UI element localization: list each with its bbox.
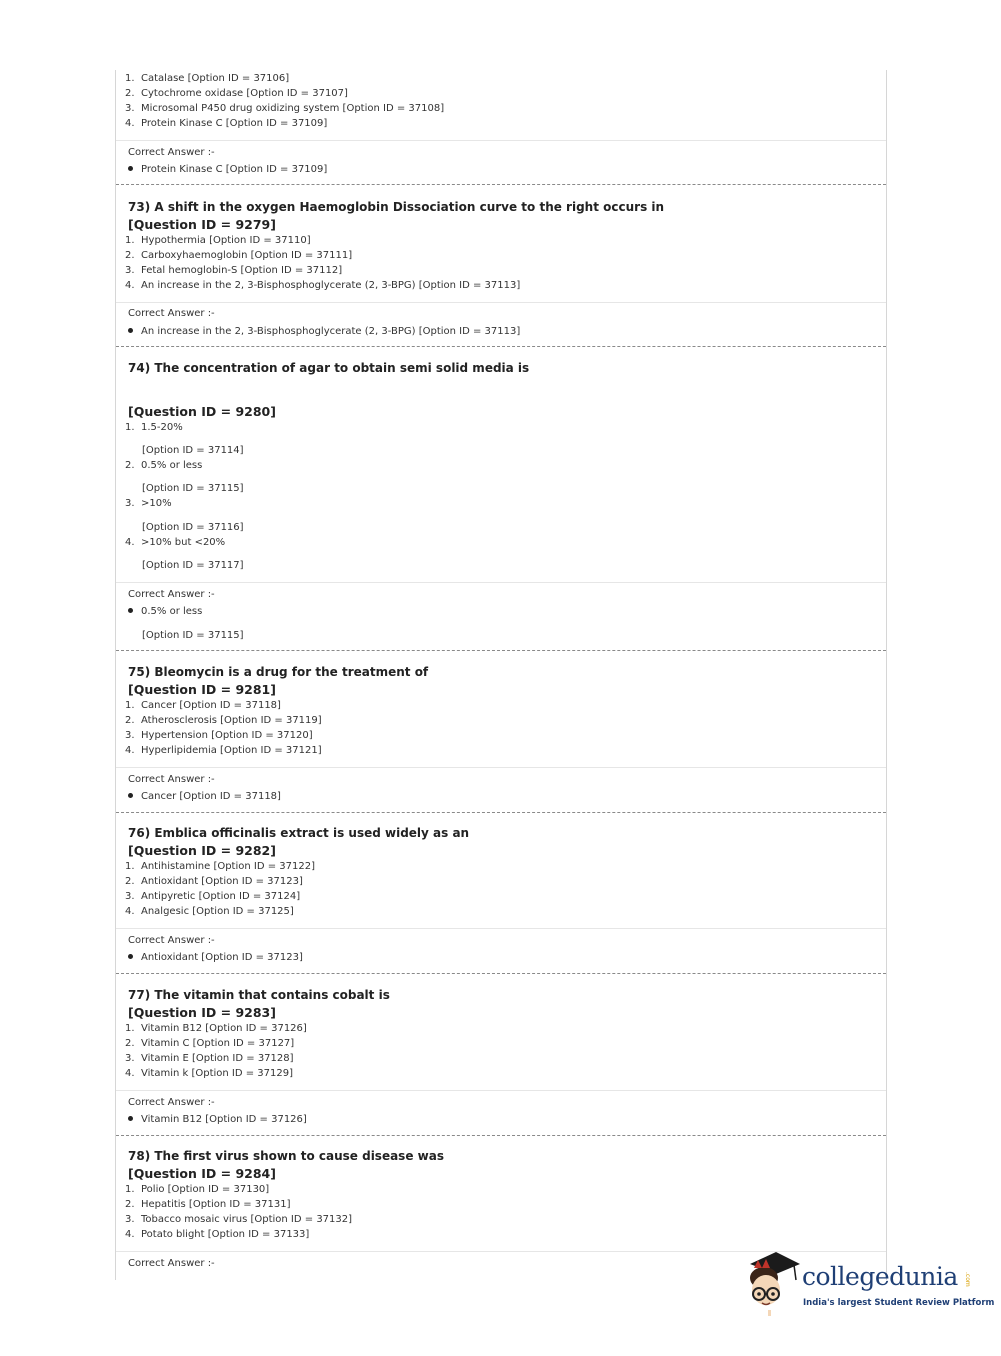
bullet-icon xyxy=(128,328,133,333)
question-title: 75) Bleomycin is a drug for the treatment of xyxy=(128,665,429,679)
option-2: 2. Atherosclerosis [Option ID = 37119] xyxy=(125,715,322,726)
option-3: 3. Hypertension [Option ID = 37120] xyxy=(125,730,313,741)
question-title: 76) Emblica officinalis extract is used widely as an xyxy=(128,826,470,840)
option-2: 2. Hepatitis [Option ID = 37131] xyxy=(125,1199,291,1210)
logo-suffix: .com xyxy=(964,1272,971,1287)
correct-answer: Protein Kinase C [Option ID = 37109] xyxy=(128,164,327,175)
option-4: 4. Vitamin k [Option ID = 37129] xyxy=(125,1068,294,1079)
question-id: [Question ID = 9284] xyxy=(128,1166,276,1181)
divider xyxy=(116,928,886,929)
bullet-icon xyxy=(128,1116,133,1121)
option-4: 4. Hyperlipidemia [Option ID = 37121] xyxy=(125,745,322,756)
bullet-icon xyxy=(128,608,133,613)
divider xyxy=(116,767,886,768)
option-1: 1. Catalase [Option ID = 37106] xyxy=(125,73,290,84)
correct-answer-label: Correct Answer :- xyxy=(128,308,215,319)
correct-answer-label: Correct Answer :- xyxy=(128,1258,215,1269)
correct-answer-label: Correct Answer :- xyxy=(128,935,215,946)
question-title: 78) The first virus shown to cause disease was xyxy=(128,1149,444,1163)
correct-answer-label: Correct Answer :- xyxy=(128,774,215,785)
option-4: 4. >10% but <20% xyxy=(125,537,226,548)
bullet-icon xyxy=(128,166,133,171)
correct-answer: Cancer [Option ID = 37118] xyxy=(128,791,281,802)
question-id: [Question ID = 9279] xyxy=(128,217,276,232)
option-1: 1. 1.5-20% xyxy=(125,422,183,433)
option-4: 4. Potato blight [Option ID = 37133] xyxy=(125,1229,310,1240)
option-2-id: [Option ID = 37115] xyxy=(142,483,244,494)
option-4: 4. Protein Kinase C [Option ID = 37109] xyxy=(125,118,328,129)
option-2: 2. Cytochrome oxidase [Option ID = 37107] xyxy=(125,88,348,99)
question-separator xyxy=(116,650,886,651)
divider xyxy=(116,582,886,583)
correct-answer: An increase in the 2, 3-Bisphosphoglycerate (2, 3-BPG) [Option ID = 37113] xyxy=(128,326,520,337)
option-4-id: [Option ID = 37117] xyxy=(142,560,244,571)
question-id: [Question ID = 9282] xyxy=(128,843,276,858)
correct-answer-id: [Option ID = 37115] xyxy=(142,630,244,641)
question-separator xyxy=(116,1135,886,1136)
option-2: 2. Antioxidant [Option ID = 37123] xyxy=(125,876,303,887)
question-id: [Question ID = 9280] xyxy=(128,404,276,419)
option-3: 3. Tobacco mosaic virus [Option ID = 37132] xyxy=(125,1214,353,1225)
collegedunia-logo[interactable] xyxy=(742,1250,995,1320)
correct-answer-label: Correct Answer :- xyxy=(128,589,215,600)
question-title: 77) The vitamin that contains cobalt is xyxy=(128,988,390,1002)
question-separator xyxy=(116,812,886,813)
logo-tagline: India's largest Student Review Platform xyxy=(803,1298,995,1308)
option-1: 1. Polio [Option ID = 37130] xyxy=(125,1184,270,1195)
question-separator xyxy=(116,973,886,974)
question-id: [Question ID = 9283] xyxy=(128,1005,276,1020)
question-title: 74) The concentration of agar to obtain semi solid media is xyxy=(128,361,530,375)
question-title: 73) A shift in the oxygen Haemoglobin Dissociation curve to the right occurs in xyxy=(128,200,665,214)
question-separator xyxy=(116,184,886,185)
correct-answer: Antioxidant [Option ID = 37123] xyxy=(128,952,303,963)
divider xyxy=(116,1090,886,1091)
option-4: 4. An increase in the 2, 3-Bisphosphoglycerate (2, 3-BPG) [Option ID = 37113] xyxy=(125,280,521,291)
divider xyxy=(116,302,886,303)
option-3-id: [Option ID = 37116] xyxy=(142,522,244,533)
correct-answer: 0.5% or less xyxy=(128,606,202,617)
option-1: 1. Cancer [Option ID = 37118] xyxy=(125,700,281,711)
logo-wordmark: collegedunia xyxy=(802,1262,958,1291)
correct-answer-label: Correct Answer :- xyxy=(128,147,215,158)
option-2: 2. 0.5% or less xyxy=(125,460,203,471)
option-3: 3. Microsomal P450 drug oxidizing system [Option ID = 37108] xyxy=(125,103,445,114)
question-id: [Question ID = 9281] xyxy=(128,682,276,697)
option-1: 1. Antihistamine [Option ID = 37122] xyxy=(125,861,315,872)
bullet-icon xyxy=(128,793,133,798)
option-1-id: [Option ID = 37114] xyxy=(142,445,244,456)
option-3: 3. Vitamin E [Option ID = 37128] xyxy=(125,1053,294,1064)
option-3: 3. Fetal hemoglobin-S [Option ID = 37112] xyxy=(125,265,343,276)
correct-answer: Vitamin B12 [Option ID = 37126] xyxy=(128,1114,307,1125)
correct-answer-label: Correct Answer :- xyxy=(128,1097,215,1108)
question-paper xyxy=(115,70,887,1280)
question-separator xyxy=(116,346,886,347)
option-4: 4. Analgesic [Option ID = 37125] xyxy=(125,906,294,917)
option-2: 2. Carboxyhaemoglobin [Option ID = 37111] xyxy=(125,250,353,261)
option-3: 3. Antipyretic [Option ID = 37124] xyxy=(125,891,301,902)
option-1: 1. Vitamin B12 [Option ID = 37126] xyxy=(125,1023,307,1034)
bullet-icon xyxy=(128,954,133,959)
mascot-icon xyxy=(742,1250,806,1320)
option-1: 1. Hypothermia [Option ID = 37110] xyxy=(125,235,311,246)
option-2: 2. Vitamin C [Option ID = 37127] xyxy=(125,1038,295,1049)
divider xyxy=(116,140,886,141)
option-3: 3. >10% xyxy=(125,498,172,509)
